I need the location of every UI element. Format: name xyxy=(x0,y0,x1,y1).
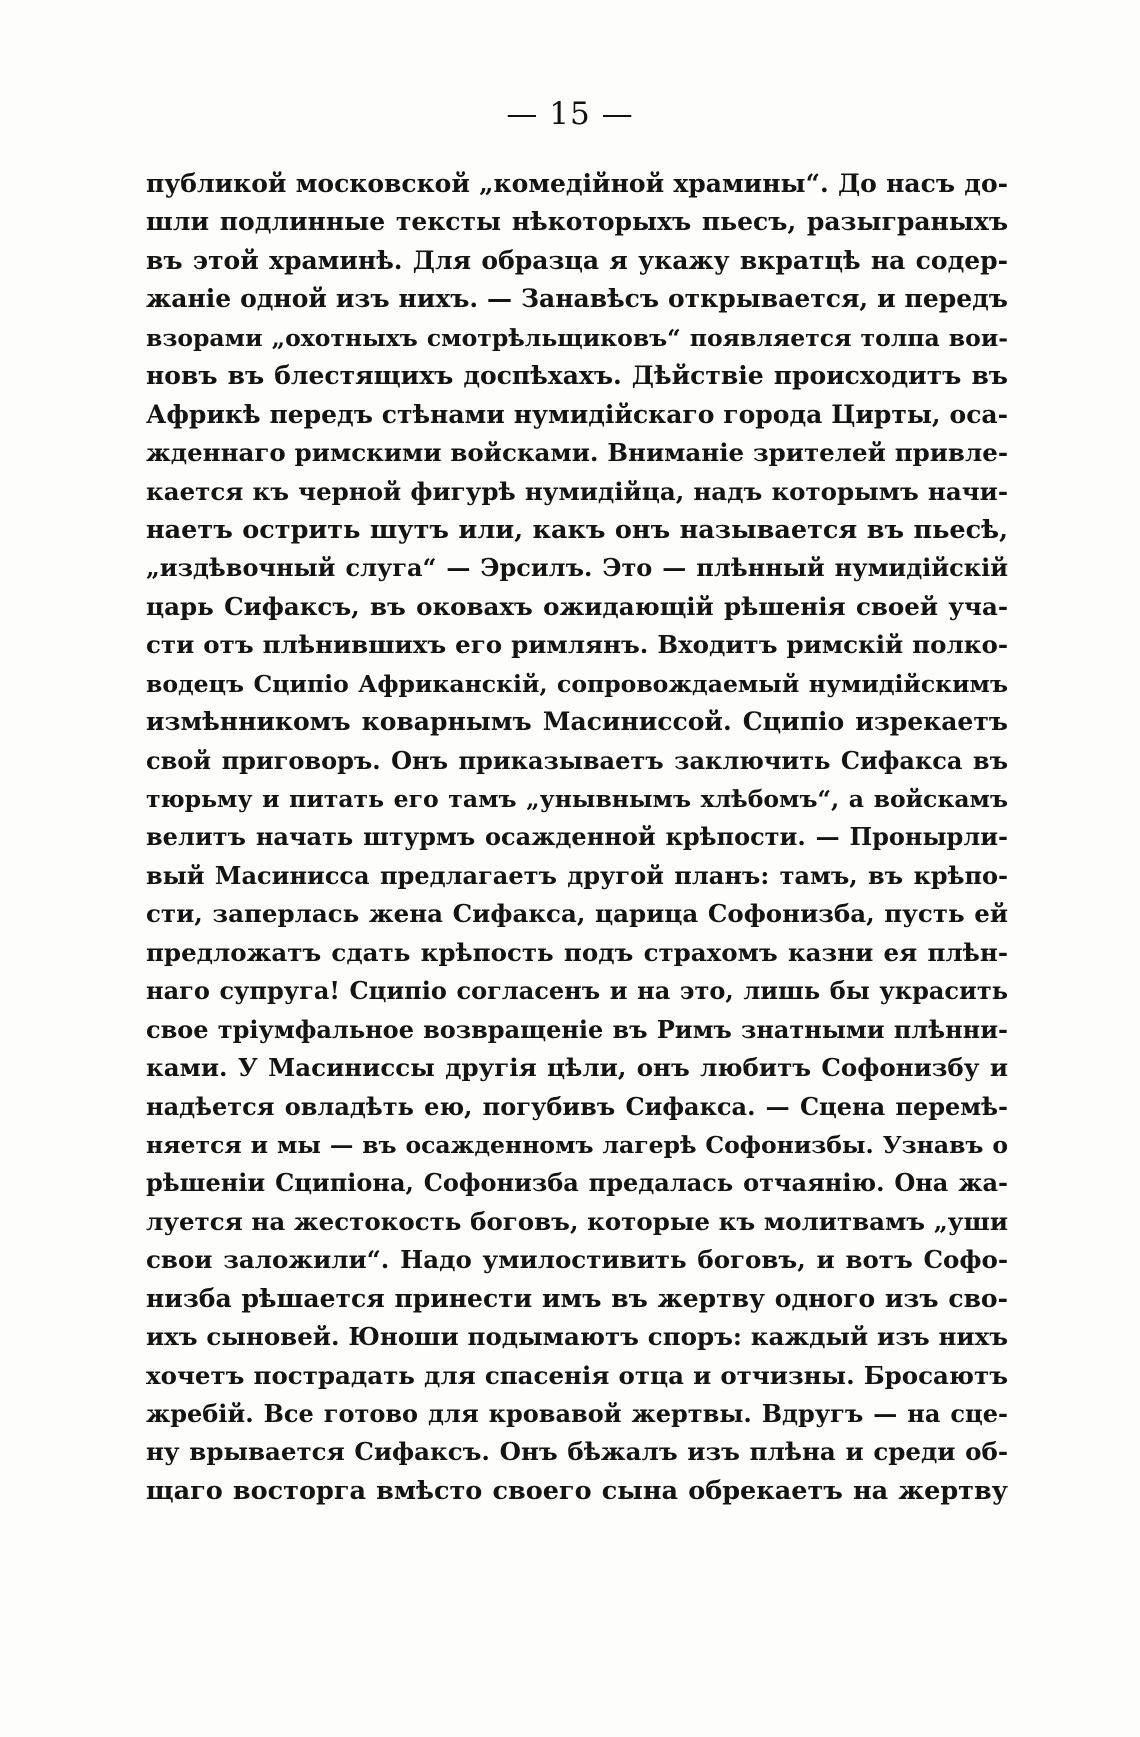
text-line: свой приговоръ. Онъ приказываетъ заключить Сифакса въ xyxy=(146,745,1008,775)
text-line: надѣется овладѣть ею, погубивъ Сифакса. — Сцена перемѣ- xyxy=(146,1091,1008,1121)
text-line: рѣшенiи Сципiона, Софонизба предалась отчаянiю. Она жа- xyxy=(146,1168,1008,1198)
text-line: жденнаго римскими войсками. Вниманiе зрителей привле- xyxy=(146,438,1008,468)
text-line: предложатъ сдать крѣпость подъ страхомъ казни ея плѣн- xyxy=(146,937,1008,967)
text-line: въ этой храминѣ. Для образца я укажу вкратцѣ на содер- xyxy=(146,245,1008,275)
text-line: тюрьму и питать его тамъ „унывнымъ хлѣбомъ“, а войскамъ xyxy=(146,785,1008,813)
text-line: хочетъ пострадать для спасенiя отца и отчизны. Бросаютъ xyxy=(146,1360,1008,1390)
text-line: наго супруга! Сципiо согласенъ и на это, лишь бы украсить xyxy=(146,976,1008,1006)
text-line: шли подлинные тексты нѣкоторыхъ пьесъ, разыграныхъ xyxy=(146,207,1008,237)
text-line: щаго восторга вмѣсто своего сына обрекаетъ на жертву xyxy=(146,1475,1008,1506)
text-line: ихъ сыновей. Юноши подымаютъ споръ: каждый изъ нихъ xyxy=(146,1322,1008,1352)
text-line: жребiй. Все готово для кровавой жертвы. Вдругъ — на сце- xyxy=(146,1399,1008,1428)
text-line: наетъ острить шутъ или, какъ онъ называется въ пьесѣ, xyxy=(146,514,1008,545)
text-line: свои заложили“. Надо умилостивить боговъ, и вотъ Софо- xyxy=(146,1245,1008,1275)
text-line: велитъ начать штурмъ осажденной крѣпости. — Пронырли- xyxy=(146,822,1008,852)
text-line: сти, заперлась жена Сифакса, царица Софонизба, пусть ей xyxy=(146,899,1008,929)
body-text xyxy=(146,165,1008,1510)
text-line: взорами „охотныхъ смотрѣльщиковъ“ появляется толпа вои- xyxy=(146,323,1008,352)
text-line: няется и мы — въ осажденномъ лагерѣ Софонизбы. Узнавъ о xyxy=(146,1130,1008,1159)
text-line: вый Масинисса предлагаетъ другой планъ: тамъ, въ крѣпо- xyxy=(146,860,1008,890)
text-line: измѣнникомъ коварнымъ Масиниссой. Сципiо изрекаетъ xyxy=(146,707,1008,737)
text-line: жанiе одной изъ нихъ. — Занавѣсъ открывается, и передъ xyxy=(146,284,1008,314)
text-line: новъ въ блестящихъ доспѣхахъ. Дѣйствiе происходитъ въ xyxy=(146,361,1008,391)
text-line: свое трiумфальное возвращенiе въ Римъ знатными плѣнни- xyxy=(146,1014,1008,1044)
text-line: публикой московской „комедiйной храмины“. До насъ до- xyxy=(146,169,1008,198)
text-line: водецъ Сципiо Африканскiй, сопровождаемый нумидiйскимъ xyxy=(146,669,1008,698)
page-number: — 15 — xyxy=(506,96,634,132)
text-line: низба рѣшается принести имъ въ жертву одного изъ сво- xyxy=(146,1283,1008,1313)
text-line: сти отъ плѣнившихъ его римлянъ. Входитъ римскiй полко- xyxy=(146,630,1008,660)
text-line: царь Сифаксъ, въ оковахъ ожидающiй рѣшенiя своей уча- xyxy=(146,591,1008,621)
text-line: луется на жестокость боговъ, которые къ молитвамъ „уши xyxy=(146,1206,1008,1236)
text-line: Африкѣ передъ стѣнами нумидiйскаго города Цирты, оса- xyxy=(146,399,1008,429)
text-line: ну врывается Сифаксъ. Онъ бѣжалъ изъ плѣна и среди об- xyxy=(146,1437,1008,1467)
text-line: ками. У Масиниссы другiя цѣли, онъ любитъ Софонизбу и xyxy=(146,1053,1008,1083)
text-line: кается къ черной фигурѣ нумидiйца, надъ которымъ начи- xyxy=(146,476,1008,506)
text-line: „издѣвочный слуга“ — Эрсилъ. Это — плѣнный нумидiйскiй xyxy=(146,553,1008,583)
